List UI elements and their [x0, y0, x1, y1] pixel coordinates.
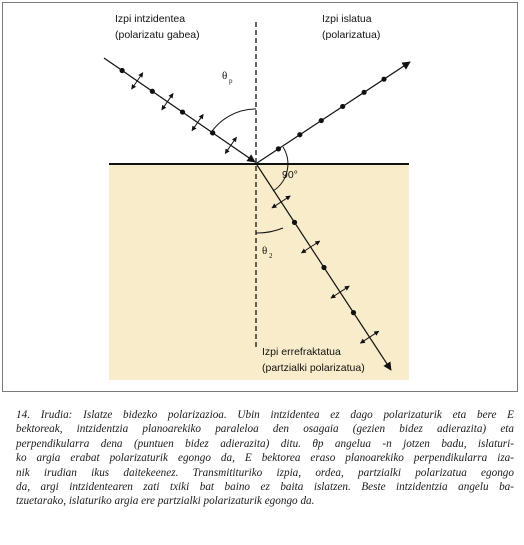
- incident-ray: [104, 58, 255, 162]
- second-medium: [109, 164, 409, 380]
- parallel-double-arrow: [132, 73, 143, 89]
- incident-polarization-marks: [120, 68, 237, 154]
- perpendicular-dot: [150, 89, 155, 94]
- parallel-double-arrow: [192, 114, 203, 130]
- refracted-ray-title: Izpi errefraktatua: [262, 346, 341, 358]
- perpendicular-dot: [180, 109, 185, 114]
- perpendicular-dot: [297, 132, 302, 137]
- perpendicular-dot: [362, 90, 367, 95]
- caption-line: tzuetarako, islaturiko argia ere partzialki polarizaturik egongo da.: [16, 495, 315, 508]
- reflected-ray-subtitle: (polarizatua): [322, 29, 381, 41]
- caption-line: 14. Irudia: Islatze bidezko polarizazioa. Ubin intzidentea ez dago polarizaturik eta bere E: [16, 409, 514, 421]
- refracted-ray-subtitle: (partzialki polarizatua): [262, 362, 365, 374]
- reflected-ray-title: Izpi islatua: [322, 13, 372, 25]
- perpendicular-dot: [120, 68, 125, 73]
- refraction-angle-subscript: 2: [269, 252, 273, 260]
- perpendicular-dot: [292, 220, 297, 225]
- parallel-double-arrow: [225, 137, 236, 153]
- right-angle-label: 90°: [282, 169, 298, 181]
- incidence-angle-symbol: θ: [222, 70, 228, 82]
- parallel-double-arrow: [162, 93, 173, 109]
- perpendicular-dot: [351, 310, 356, 315]
- caption-line: nik irudian ikus daitekeenez. Transmitituriko izpia, ordea, partzialki polarizatua egongo: [16, 466, 514, 479]
- perpendicular-dot: [276, 146, 281, 151]
- figure-caption: [16, 408, 514, 509]
- refraction-angle-symbol: θ: [262, 245, 268, 257]
- caption-line: bektoreak, intzidentzia planoarekiko paraleloa den osagaia (gezien bidez adierazita) eta: [16, 423, 514, 436]
- perpendicular-dot: [319, 118, 324, 123]
- caption-line: ko argia erabat polarizaturik egongo da, E bektorea eraso planoarekiko perpendikularra iza-: [16, 452, 514, 465]
- caption-line: da, argi intzidentearen zati txiki bat baino ez baita islatzen. Beste intzidentzia angelu ba-: [16, 481, 514, 494]
- perpendicular-dot: [340, 104, 345, 109]
- perpendicular-dot: [381, 77, 386, 82]
- incident-ray-subtitle: (polarizatu gabea): [115, 29, 200, 41]
- caption-line: perpendikularra dena (puntuen bidez adierazita) ditu. θp angelua -n jotzen badu, islaturi-: [16, 437, 514, 450]
- perpendicular-dot: [321, 265, 326, 270]
- incidence-angle-subscript: p: [229, 77, 233, 85]
- incidence-angle-arc: [210, 109, 256, 134]
- incident-ray-title: Izpi intzidentea: [115, 13, 186, 25]
